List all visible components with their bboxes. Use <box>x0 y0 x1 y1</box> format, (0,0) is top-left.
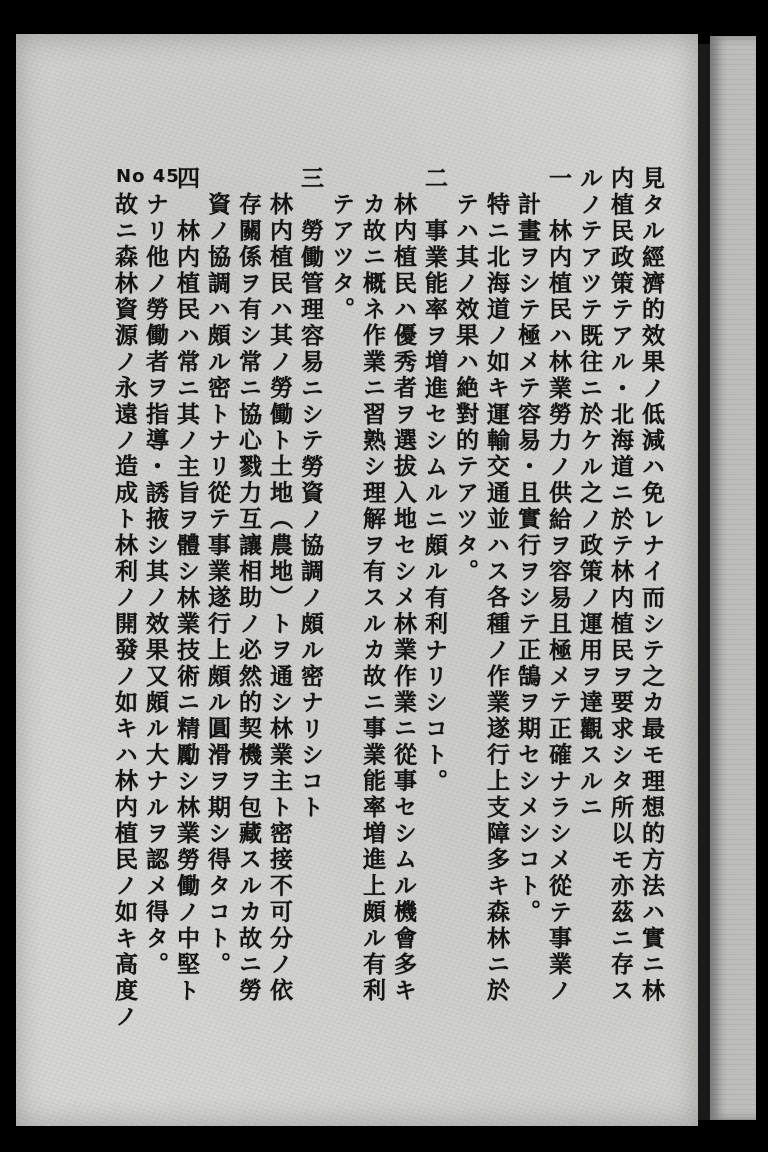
text-column: ナリ他ノ勞働者ヲ指導・誘掖シ其ノ效果又頗ル大ナルヲ認メ得タ。 <box>142 192 169 978</box>
page-edge <box>698 44 710 1120</box>
text-column: 内植民政策テアル・北海道ニ於テ林内植民ヲ要求シタ所以モ亦茲ニ存ス <box>607 166 634 1005</box>
text-column: 見タル經濟的效果ノ低減ハ免レナイ而シテ之カ最モ理想的方法ハ實ニ林 <box>638 166 665 1005</box>
text-column: ルノテアツテ既往ニ於ケル之ノ政策ノ運用ヲ達觀スルニ <box>576 166 603 821</box>
text-column: 故ニ森林資源ノ永遠ノ造成ト林利ノ開發ノ如キハ林内植民ノ如キ高度ノ <box>111 192 138 1031</box>
text-column: 一 林内植民ハ林業勞力ノ供給ヲ容易且極メテ正確ナラシメ從テ事業ノ <box>545 166 572 1005</box>
text-column: カ故ニ概ネ作業ニ習熟シ理解ヲ有スルカ故ニ事業能率増進上頗ル有利 <box>359 192 386 1005</box>
text-column: テアツタ。 <box>328 192 355 323</box>
text-column: 存關係ヲ有シ常ニ協心戮力互讓相助ノ必然的契機ヲ包藏スルカ故ニ勞 <box>235 192 262 1005</box>
text-column: 林内植民ハ優秀者ヲ選拔入地セシメ林業作業ニ從事セシムル機會多キ <box>390 192 417 1005</box>
text-column: 資ノ協調ハ頗ル密トナリ從テ事業遂行上頗ル圓滑ヲ期シ得タコト。 <box>204 192 231 978</box>
text-column: 四 林内植民ハ常ニ其ノ主旨ヲ體シ林業技術ニ精勵シ林業勞働ノ中堅ト <box>173 166 200 1005</box>
text-column: 三 勞働管理容易ニシテ勞資ノ協調ノ頗ル密ナリシコト <box>297 166 324 821</box>
adjacent-page-edge <box>710 36 756 1120</box>
text-column: 特ニ北海道ノ如キ運輸交通並ハス各種ノ作業遂行上支障多キ森林ニ於 <box>483 192 510 1005</box>
book-page <box>16 34 698 1126</box>
page-number: No 45 <box>116 166 180 187</box>
text-column: 二 事業能率ヲ増進セシムルニ頗ル有利ナリシコト。 <box>421 166 448 795</box>
text-column: テハ其ノ效果ハ絶對的テアツタ。 <box>452 192 479 585</box>
text-column: 計畫ヲシテ極メテ容易・且實行ヲシテ正鵠ヲ期セシメシコト。 <box>514 192 541 926</box>
text-column: 林内植民ハ其ノ勞働ト土地（農地）トヲ通シ林業主ト密接不可分ノ依 <box>266 192 293 1005</box>
